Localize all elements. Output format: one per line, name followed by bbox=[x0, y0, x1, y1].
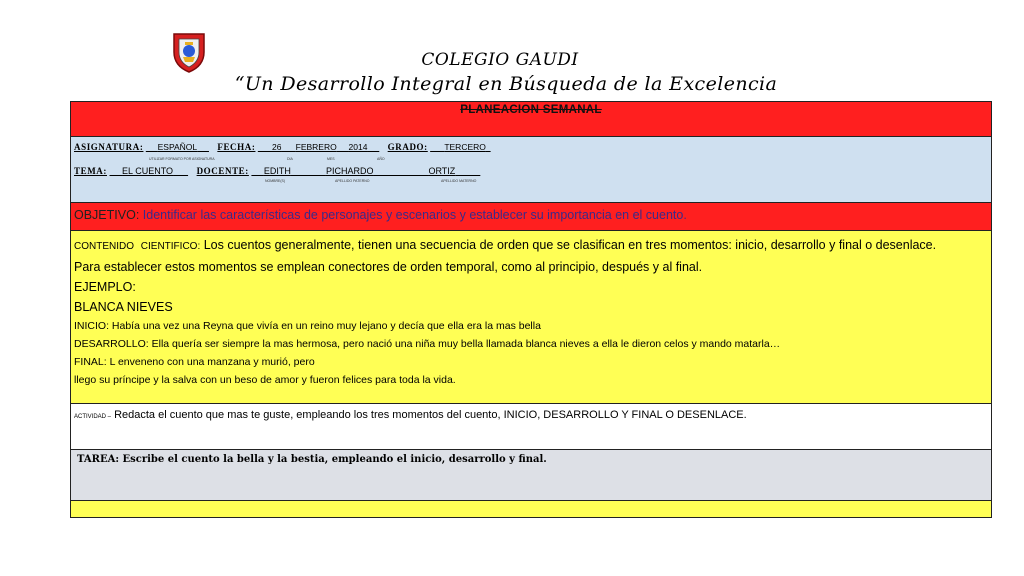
tema-label: TEMA: bbox=[74, 166, 107, 176]
hint-nombre: NOMBRE(S) bbox=[265, 179, 286, 183]
asignatura-label: ASIGNATURA: bbox=[74, 142, 144, 152]
docente-value: EDITH PICHARDO ORTIZ bbox=[263, 166, 456, 176]
story-title: BLANCA NIEVES bbox=[74, 300, 173, 314]
story-inicio: INICIO: Había una vez una Reyna que vivía en un reino muy lejano y decía que ella era la mas bella bbox=[74, 320, 541, 332]
hint-anio: AÑO bbox=[377, 157, 385, 161]
objetivo-label: OBJETIVO: bbox=[74, 208, 140, 222]
actividad-text bbox=[74, 409, 747, 421]
tema-value: EL CUENTO bbox=[122, 166, 174, 176]
tarea-text: TAREA: Escribe el cuento la bella y la bestia, empleando el inicio, desarrollo y final. bbox=[77, 454, 547, 465]
ejemplo-heading: EJEMPLO: bbox=[74, 280, 136, 294]
objetivo-row bbox=[71, 203, 991, 231]
docente-label: DOCENTE: bbox=[196, 166, 249, 176]
objetivo-value: Identificar las características de personajes y escenarios y establecer su importancia en el cuento. bbox=[142, 208, 687, 222]
actividad-label: ACTIVIDAD – bbox=[74, 414, 112, 420]
contenido-paragraph-1: CONTENIDO CIENTIFICO: Los cuentos generalmente, tienen una secuencia de orden que se clasifican en tres momentos: inicio, desarrollo y final o desenlace. bbox=[74, 238, 937, 252]
grado-label: GRADO: bbox=[387, 142, 428, 152]
contenido-label: CONTENIDO CIENTIFICO: bbox=[74, 241, 201, 252]
fecha-value: 26 FEBRERO 2014 bbox=[272, 142, 368, 152]
actividad-value: Redacta el cuento que mas te guste, empleando los tres momentos del cuento, INICIO, DESARROLLO Y FINAL O DESENLACE. bbox=[114, 409, 747, 421]
plan-meta-row bbox=[71, 137, 991, 203]
contenido-row bbox=[71, 231, 991, 404]
plan-title-row bbox=[71, 102, 991, 137]
footer-row bbox=[71, 501, 991, 517]
plan-title: PLANEACION SEMANAL bbox=[460, 104, 602, 116]
meta-line-subject bbox=[74, 142, 497, 152]
hint-asignatura: UTILIZAR FORMATO POR ASIGNATURA bbox=[149, 157, 215, 161]
hint-materno: APELLIDO MATERNO bbox=[441, 179, 477, 183]
contenido-paragraph-2: Para establecer estos momentos se emplean conectores de orden temporal, como al principio, después y al final. bbox=[74, 260, 703, 274]
story-final-2: llego su príncipe y la salva con un beso de amor y fueron felices para toda la vida. bbox=[74, 374, 456, 386]
tarea-row bbox=[71, 450, 991, 501]
school-motto: “Un Desarrollo Integral en Búsqueda de la Excelencia bbox=[234, 73, 778, 95]
hint-paterno: APELLIDO PATERNO bbox=[335, 179, 370, 183]
weekly-plan-table bbox=[70, 101, 992, 518]
asignatura-value: ESPAÑOL bbox=[157, 142, 198, 152]
school-name: COLEGIO GAUDI bbox=[421, 50, 579, 70]
actividad-row bbox=[71, 404, 991, 450]
story-final: FINAL: L enveneno con una manzana y murió, pero bbox=[74, 356, 315, 368]
story-desarrollo: DESARROLLO: Ella quería ser siempre la mas hermosa, pero nació una niña muy bella llamada blanca nieves a ella le dieron celos y mando matarla… bbox=[74, 338, 781, 350]
objetivo-text bbox=[74, 208, 687, 222]
meta-line-topic bbox=[74, 166, 486, 176]
grado-value: TERCERO bbox=[444, 142, 486, 152]
fecha-label: FECHA: bbox=[217, 142, 256, 152]
hint-dia: DIA bbox=[287, 157, 293, 161]
hint-mes: MES bbox=[327, 157, 335, 161]
contenido-text bbox=[74, 235, 990, 389]
